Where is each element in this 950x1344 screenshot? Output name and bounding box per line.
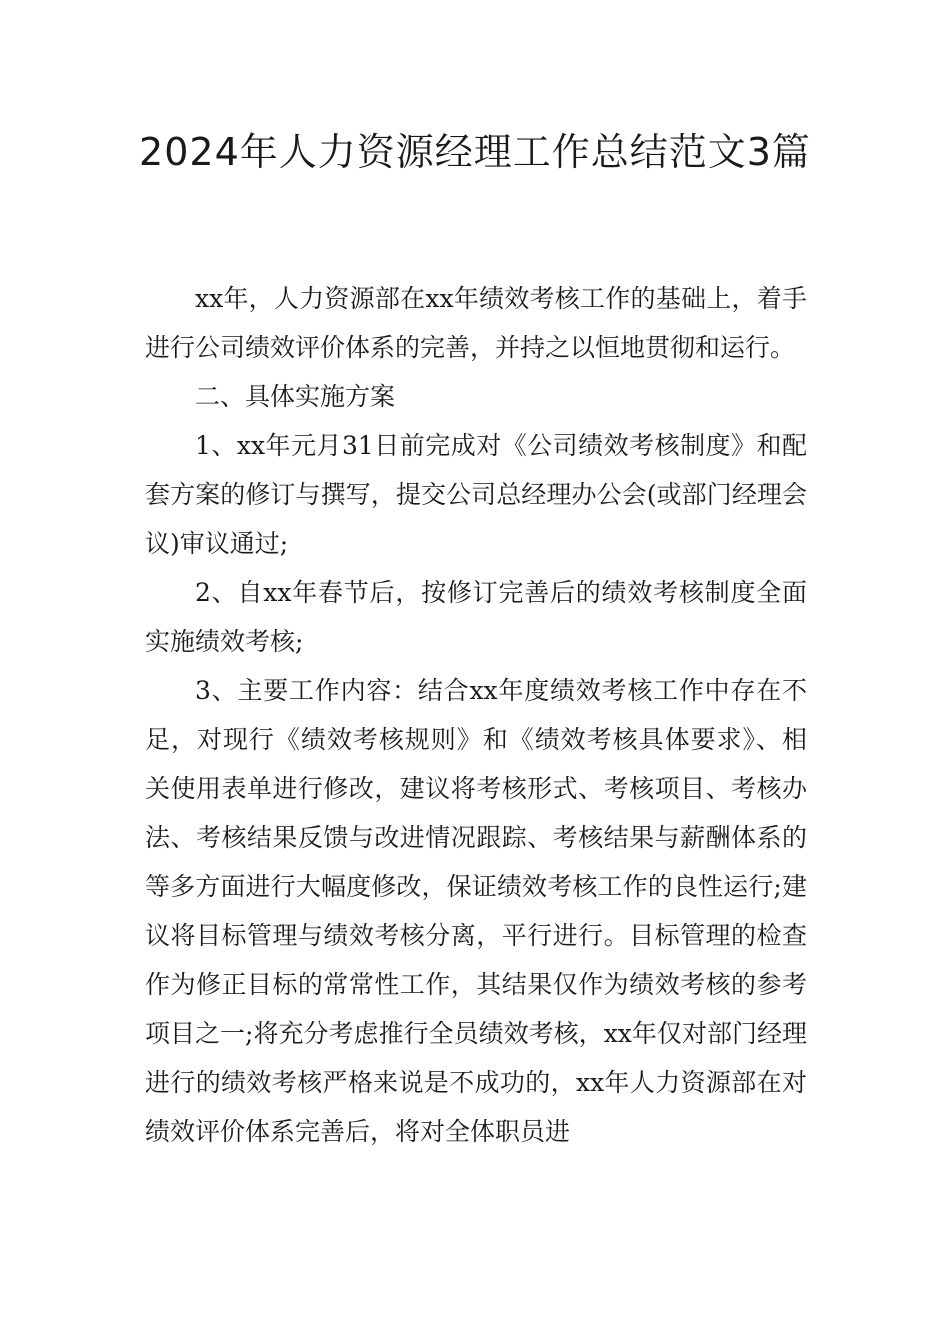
paragraph-item-2: 2、自xx年春节后，按修订完善后的绩效考核制度全面实施绩效考核;: [145, 578, 807, 656]
document-title: 2024年人力资源经理工作总结范文3篇: [139, 130, 811, 174]
paragraph-intro: xx年，人力资源部在xx年绩效考核工作的基础上，着手进行公司绩效评价体系的完善，并持之以恒地贯彻和运行。: [145, 284, 807, 362]
document-body: [145, 274, 807, 1156]
paragraph-item-3: 3、主要工作内容：结合xx年度绩效考核工作中存在不足，对现行《绩效考核规则》和《绩效考核具体要求》、相关使用表单进行修改，建议将考核形式、考核项目、考核办法、考核结果反馈与改进情况跟踪、考核结果与薪酬体系的等多方面进行大幅度修改，保证绩效考核工作的良性运行;建议将目标管理与绩效考核分离，平行进行。目标管理的检查作为修正目标的常常性工作，其结果仅作为绩效考核的参考项目之一;将充分考虑推行全员绩效考核，xx年仅对部门经理进行的绩效考核严格来说是不成功的，xx年人力资源部在对绩效评价体系完善后，将对全体职员进: [145, 676, 807, 1146]
section-heading: 二、具体实施方案: [195, 382, 396, 411]
paragraph-item-1: 1、xx年元月31日前完成对《公司绩效考核制度》和配套方案的修订与撰写，提交公司总经理办公会(或部门经理会议)审议通过;: [145, 431, 807, 558]
